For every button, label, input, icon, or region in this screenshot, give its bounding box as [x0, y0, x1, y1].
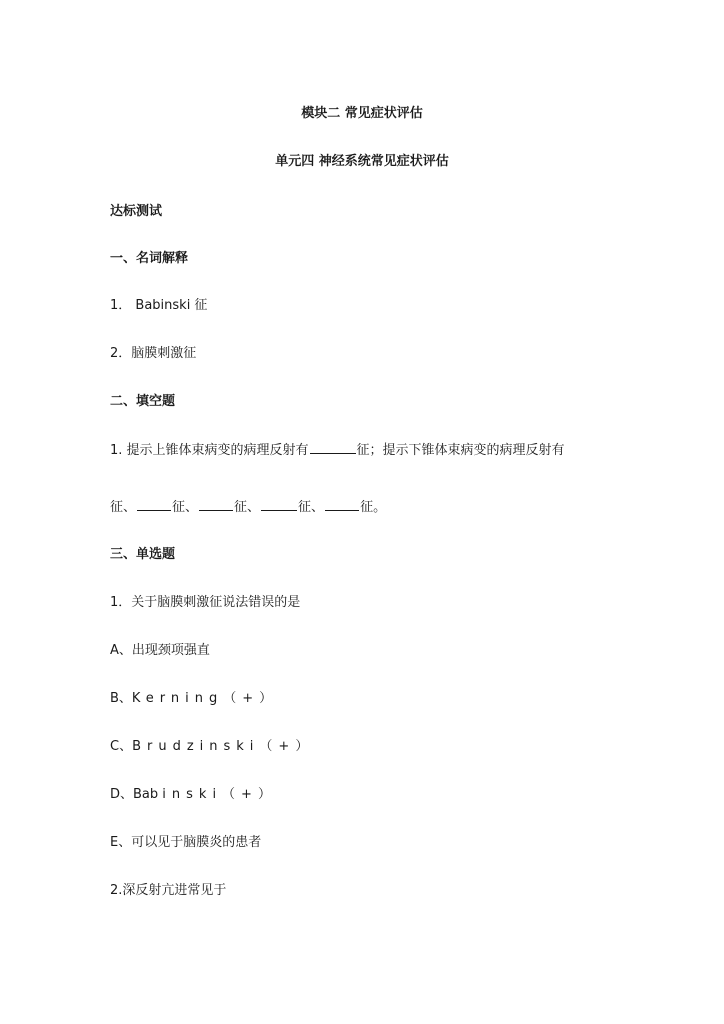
mc-q2: 2.深反射亢进常见于 — [110, 883, 227, 898]
option-d-prefix: D、Bab — [110, 787, 159, 802]
option-c-prefix: C、 — [110, 739, 133, 754]
mc-option-e: E、可以见于脑膜炎的患者 — [110, 835, 262, 850]
mc-q1: 1．关于脑膜刺激征说法错误的是 — [110, 595, 301, 610]
fill-blank-q1-part1: 1. 提示上锥体束病变的病理反射有 — [110, 443, 309, 458]
fill-blank-q1-part2: 征；提示下锥体束病变的病理反射有 — [356, 443, 565, 458]
blank-suffix: 征、 — [234, 500, 261, 515]
section-2-heading: 二、填空题 — [110, 394, 176, 409]
module-title: 模块二 常见症状评估 — [301, 106, 423, 121]
blank-suffix: 征。 — [360, 500, 387, 515]
section-test-heading: 达标测试 — [110, 204, 163, 219]
option-d-text: inski（+） — [162, 787, 277, 802]
option-b-prefix: B、 — [110, 691, 132, 706]
blank-suffix: 征、 — [298, 500, 325, 515]
option-b-text: Kerning（+） — [131, 691, 279, 706]
s1-item-1: 1． Babinski 征 — [110, 298, 208, 313]
answer-blank — [137, 498, 171, 511]
mc-option-a: A、出现颈项强直 — [110, 643, 210, 658]
section-1-heading: 一、名词解释 — [110, 251, 189, 266]
s1-item-2: 2．脑膜刺激征 — [110, 346, 197, 361]
mc-option-b — [110, 690, 278, 708]
unit-title: 单元四 神经系统常见症状评估 — [275, 154, 449, 169]
section-3-heading: 三、单选题 — [110, 547, 176, 562]
fill-blank-q1-line1 — [110, 441, 565, 460]
answer-blank — [199, 498, 233, 511]
fill-blank-q1-line2 — [110, 498, 386, 517]
answer-blank — [325, 498, 359, 511]
blank-suffix: 征、 — [110, 500, 137, 515]
option-c-text: Brudzinski（+） — [132, 739, 315, 754]
blank-suffix: 征、 — [172, 500, 199, 515]
answer-blank — [310, 441, 356, 454]
mc-option-c — [110, 738, 314, 756]
answer-blank — [261, 498, 297, 511]
mc-option-d — [110, 786, 277, 804]
